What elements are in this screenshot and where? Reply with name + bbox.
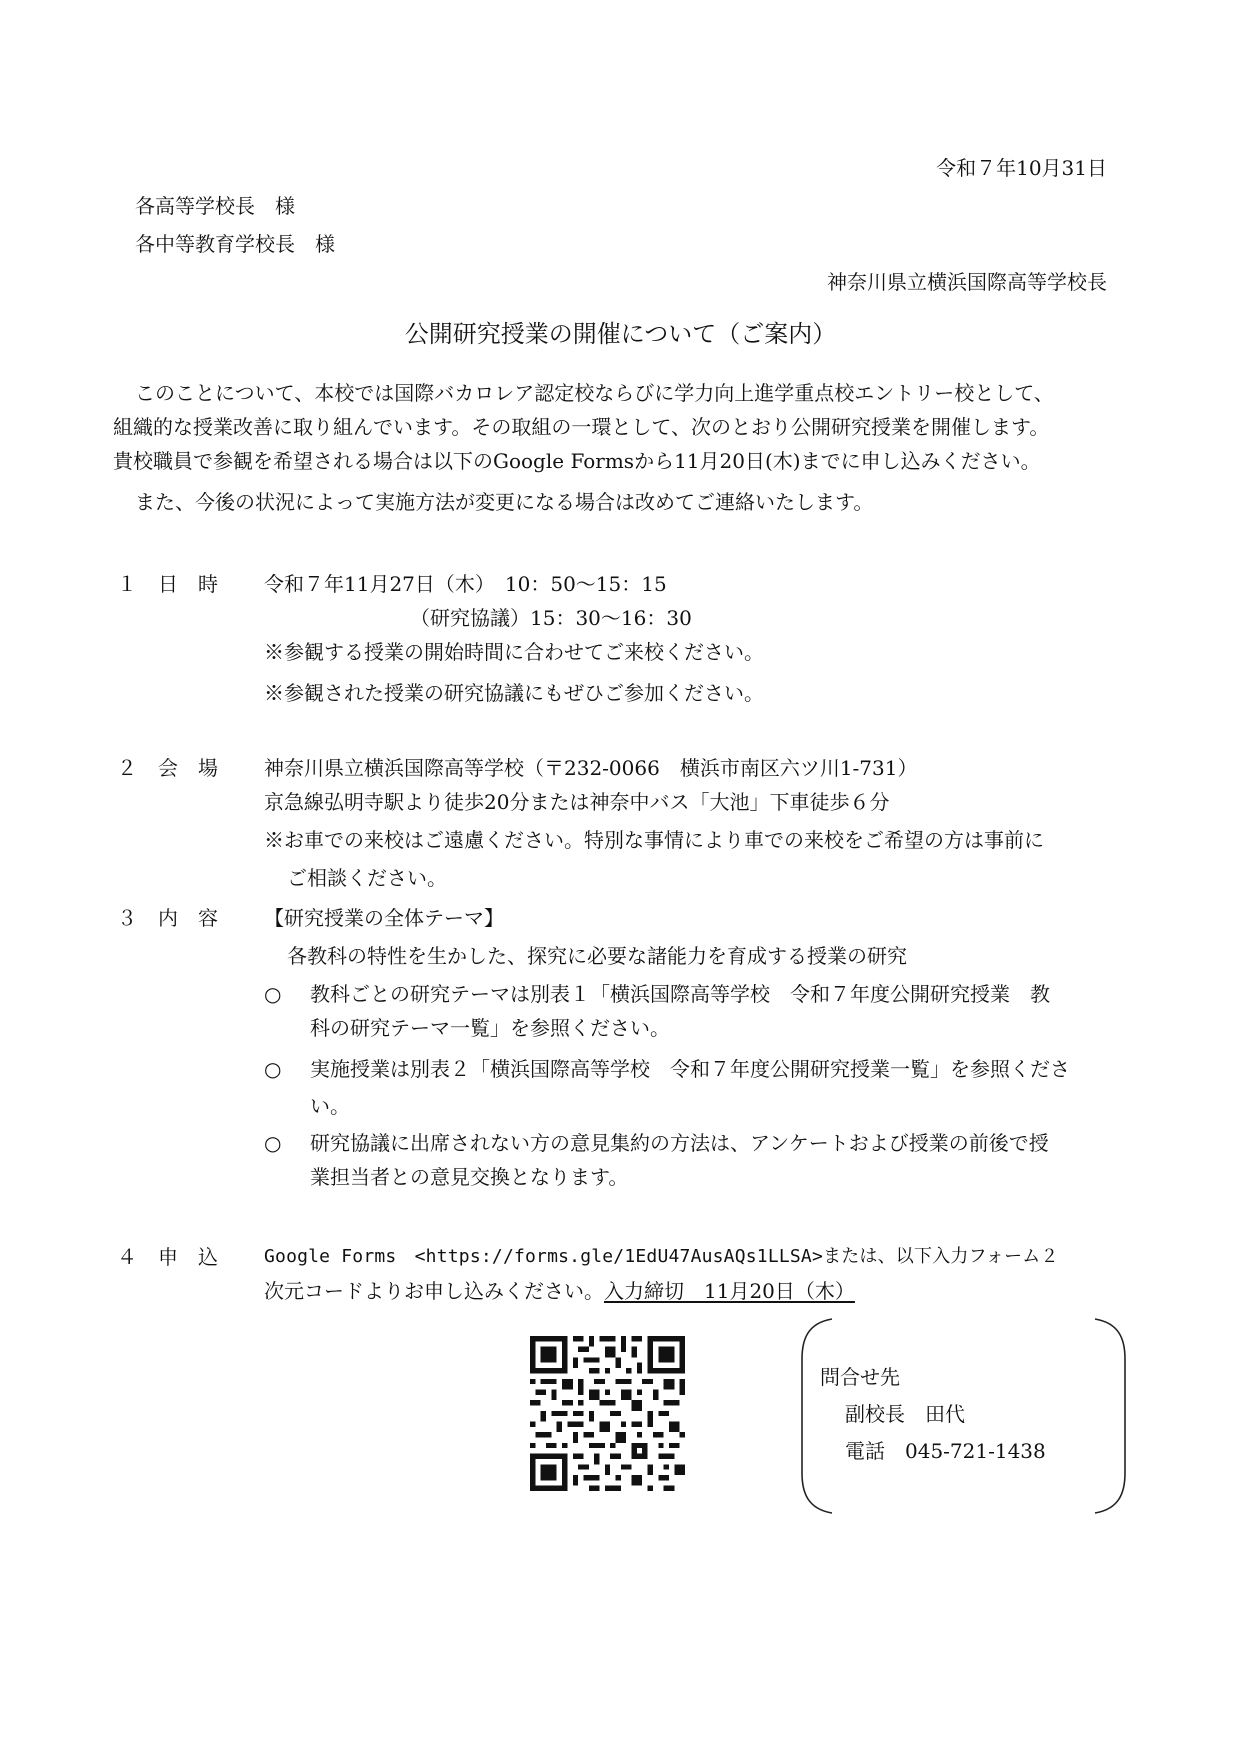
sender: 神奈川県立横浜国際高等学校長 (827, 270, 1107, 294)
bullet-text: 教科ごとの研究テーマは別表１「横浜国際高等学校 令和７年度公開研究授業 教 (310, 982, 1050, 1006)
section-label: 会 場 (158, 756, 218, 780)
bullet-icon: ○ (264, 1131, 282, 1155)
document-date: 令和７年10月31日 (936, 156, 1107, 180)
theme-heading: 【研究授業の全体テーマ】 (264, 906, 504, 930)
section-number: ２ (117, 756, 137, 780)
application-form-link[interactable]: Google Forms <https://forms.gle/1EdU47AusAQs1LLSA>または、以下入力フォーム２ (264, 1246, 1059, 1267)
venue-address: 神奈川県立横浜国際高等学校（〒232-0066 横浜市南区六ツ川1-731） (264, 756, 918, 780)
discussion-time: （研究協議）15：30～16：30 (410, 606, 692, 630)
bullet-icon: ○ (264, 982, 282, 1006)
contact-person: 副校長 田代 (845, 1402, 965, 1426)
section-number: ４ (117, 1245, 137, 1269)
note: ※参観された授業の研究協議にもぜひご参加ください。 (264, 681, 764, 705)
recipient-secondary-school: 各中等教育学校長 様 (135, 232, 335, 256)
bullet-text: 業担当者との意見交換となります。 (310, 1165, 629, 1189)
page-title: 公開研究授業の開催について（ご案内） (404, 320, 837, 348)
bullet-text: 科の研究テーマ一覧」を参照ください。 (310, 1016, 670, 1040)
intro-line: 組織的な授業改善に取り組んでいます。その取組の一環として、次のとおり公開研究授業を開催します。 (113, 415, 1050, 439)
application-instruction-text: 次元コードよりお申し込みください。 (264, 1279, 604, 1303)
section-number: ３ (117, 906, 137, 930)
application-deadline: 入力締切 11月20日（木） (604, 1279, 855, 1303)
note: ※お車での来校はご遠慮ください。特別な事情により車での来校をご希望の方は事前に (264, 828, 1044, 852)
section-label: 申 込 (158, 1245, 218, 1269)
bullet-text: 実施授業は別表２「横浜国際高等学校 令和７年度公開研究授業一覧」を参照くださ (310, 1057, 1070, 1081)
section-label: 内 容 (158, 906, 218, 930)
bullet-icon: ○ (264, 1057, 282, 1081)
venue-access: 京急線弘明寺駅より徒歩20分または神奈中バス「大池」下車徒歩６分 (264, 790, 890, 814)
recipient-high-school: 各高等学校長 様 (135, 194, 295, 218)
bullet-text: い。 (310, 1094, 350, 1118)
contact-heading: 問合せ先 (820, 1365, 900, 1389)
application-instruction (264, 1277, 855, 1305)
intro-line: 貴校職員で参観を希望される場合は以下のGoogle Formsから11月20日(木)までに申し込みください。 (113, 449, 1041, 473)
section-label: 日 時 (158, 572, 218, 596)
event-date-time: 令和７年11月27日（木） 10：50～15：15 (264, 572, 667, 596)
qr-code-icon[interactable] (530, 1336, 685, 1491)
bullet-text: 研究協議に出席されない方の意見集約の方法は、アンケートおよび授業の前後で授 (310, 1131, 1049, 1155)
section-number: １ (117, 572, 137, 596)
intro-line: このことについて、本校では国際バカロレア認定校ならびに学力向上進学重点校エントリー校として、 (135, 381, 1054, 405)
note: ご相談ください。 (287, 866, 447, 890)
theme-text: 各教科の特性を生かした、探究に必要な諸能力を育成する授業の研究 (287, 944, 907, 968)
note: ※参観する授業の開始時間に合わせてご来校ください。 (264, 640, 764, 664)
intro-line: また、今後の状況によって実施方法が変更になる場合は改めてご連絡いたします。 (135, 490, 874, 514)
contact-phone: 電話 045-721-1438 (845, 1439, 1046, 1463)
